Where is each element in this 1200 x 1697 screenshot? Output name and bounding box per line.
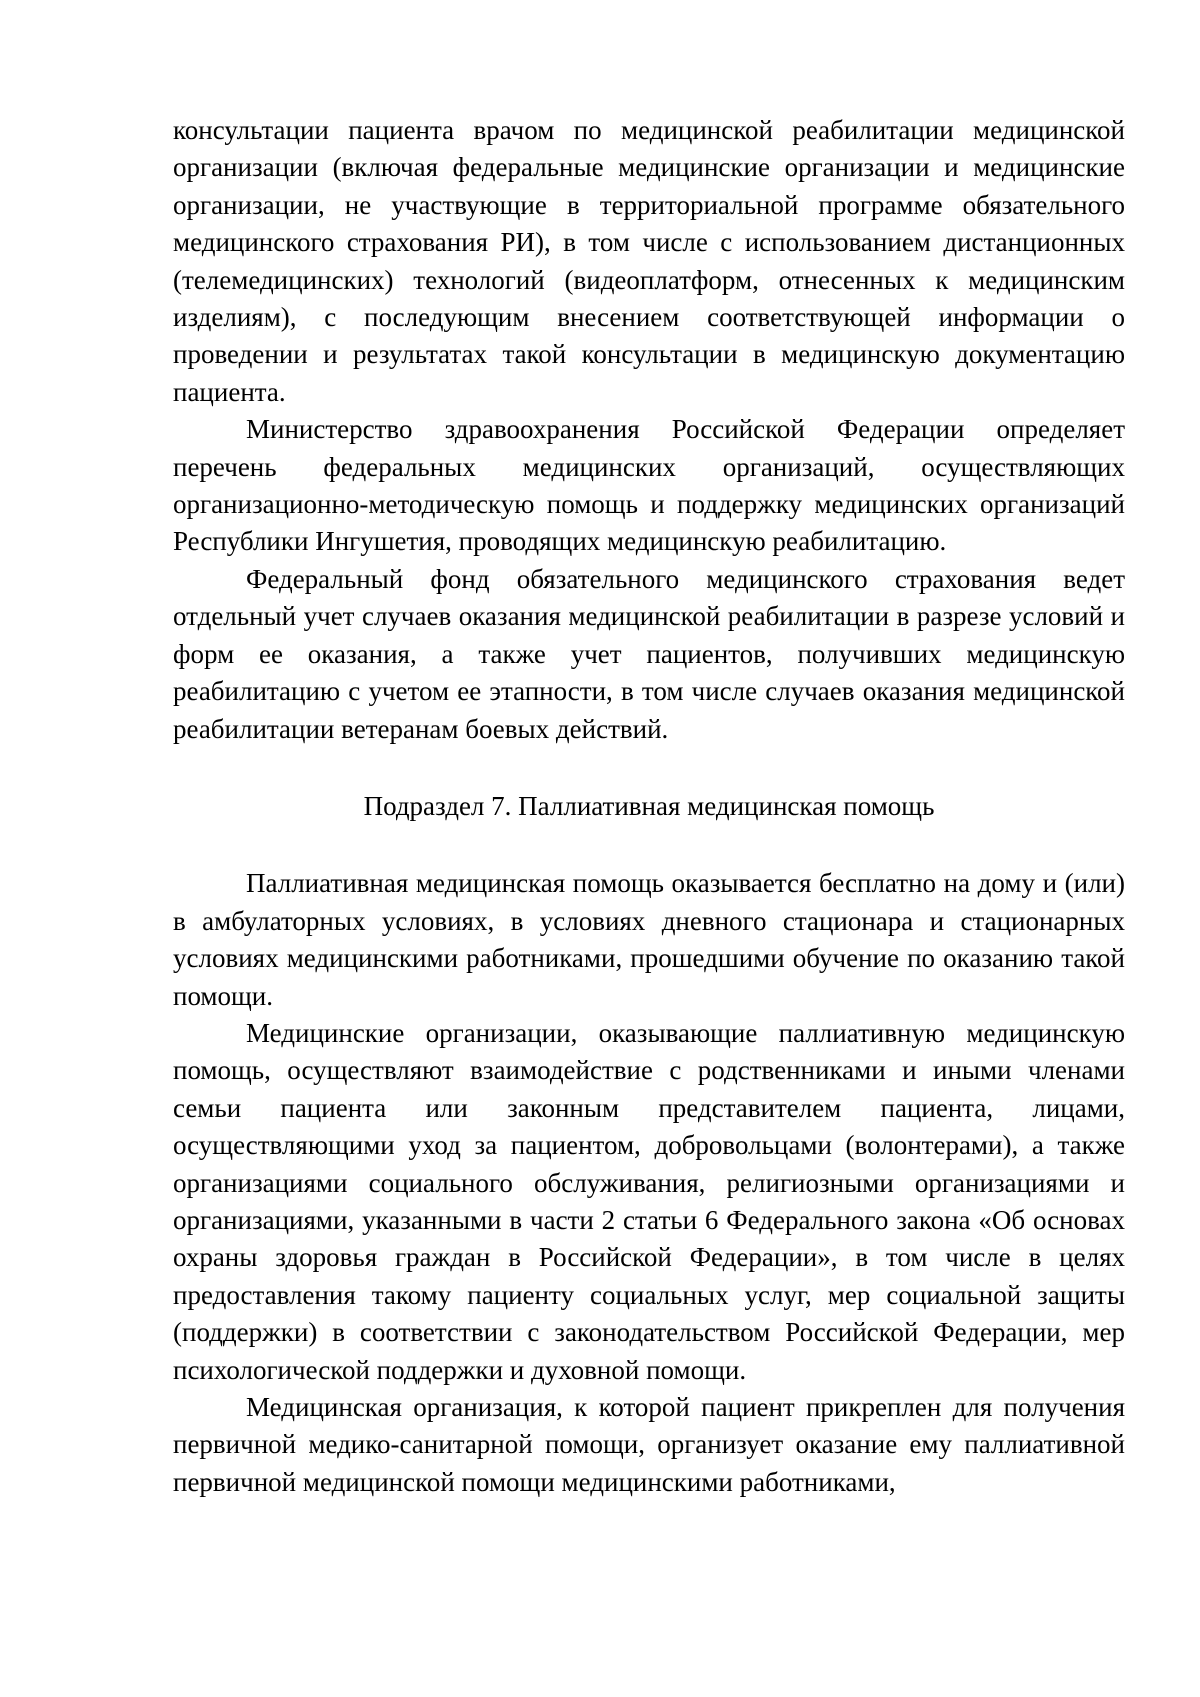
paragraph-palliative-care: Паллиативная медицинская помощь оказывается бесплатно на дому и (или) в амбулаторных условиях, в условиях дневного стационара и стационарных условиях медицинскими работниками, прошедшими обучение по оказанию такой помощи. (173, 868, 1125, 1011)
paragraph-ministry: Министерство здравоохранения Российской Федерации определяет перечень федеральных медицинских организаций, осуществляющих организационно-методическую помощь и поддержку медицинских организаций Республики Ингушетия, проводящих медицинскую реабилитацию. (173, 414, 1125, 557)
paragraph-fund: Федеральный фонд обязательного медицинского страхования ведет отдельный учет случаев оказания медицинской реабилитации в разрезе условий и форм ее оказания, а также учет пациентов, получивших медицинскую реабилитацию с учетом ее этапности, в том числе случаев оказания медицинской реабилитации ветеранам боевых действий. (173, 563, 1125, 744)
section-heading: Подраздел 7. Паллиативная медицинская помощь (363, 790, 935, 821)
paragraph-organization: Медицинская организация, к которой пациент прикреплен для получения первичной медико-санитарной помощи, организует оказание ему паллиативной первичной медицинской помощи медицинскими работниками, (173, 1392, 1125, 1497)
document-body (173, 112, 1125, 1501)
paragraph-continuation: консультации пациента врачом по медицинской реабилитации медицинской организации (включая федеральные медицинские организации и медицинские организации, не участвующие в территориальной программе обязательного медицинского страхования РИ), в том числе с использованием дистанционных (телемедицинских) технологий (видеоплатформ, отнесенных к медицинским изделиям), с последующим внесением соответствующей информации о проведении и результатах такой консультации в медицинскую документацию пациента. (173, 115, 1125, 407)
paragraph-interaction: Медицинские организации, оказывающие паллиативную медицинскую помощь, осуществляют взаимодействие с родственниками и иными членами семьи пациента или законным представителем пациента, лицами, осуществляющими уход за пациентом, добровольцами (волонтерами), а также организациями социального обслуживания, религиозными организациями и организациями, указанными в части 2 статьи 6 Федерального закона «Об основах охраны здоровья граждан в Российской Федерации», в том числе в целях предоставления такому пациенту социальных услуг, мер социальной защиты (поддержки) в соответствии с законодательством Российской Федерации, мер психологической поддержки и духовной помощи. (173, 1017, 1125, 1385)
